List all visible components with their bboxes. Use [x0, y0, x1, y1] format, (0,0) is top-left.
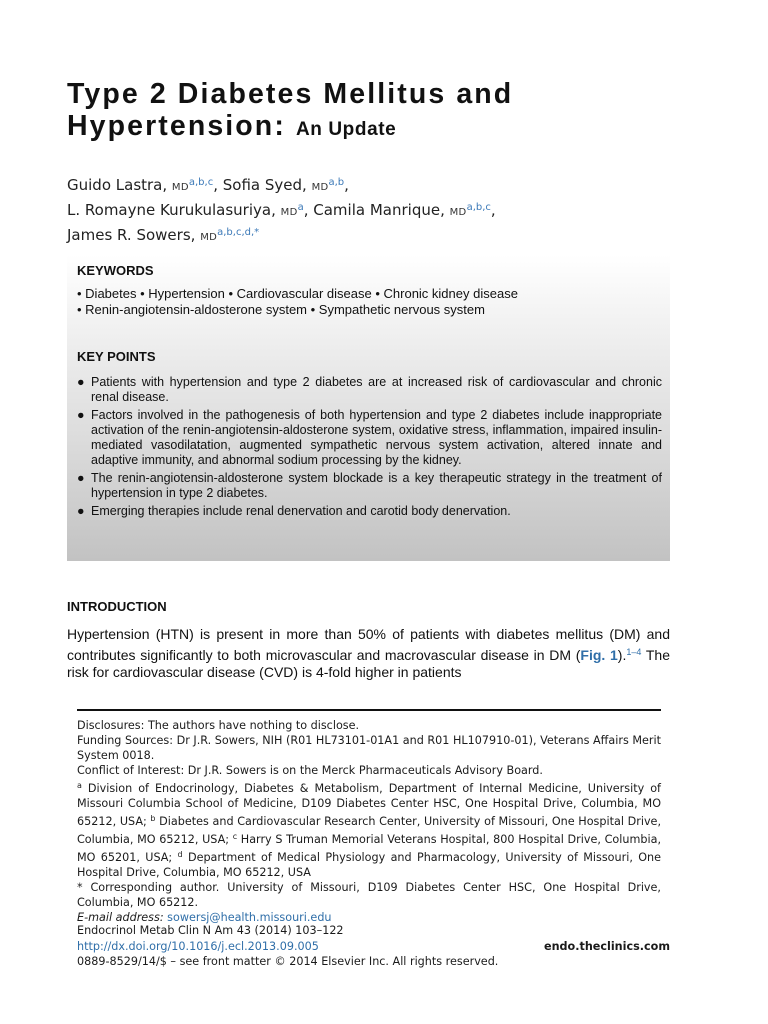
key-points-list — [77, 375, 662, 522]
author-affiliation-link[interactable]: a,b — [328, 177, 345, 188]
keywords-heading: KEYWORDS — [77, 263, 154, 278]
author-affiliation-link[interactable]: a — [297, 202, 304, 213]
author-name: Camila Manrique — [313, 201, 441, 219]
author-name: James R. Sowers — [67, 226, 191, 244]
author-line-2: L. Romayne Kurukulasuriya, $MD^a$, Camila Manrique, MD$^{a,b,c}$, — [67, 201, 496, 219]
title-line-1: Type 2 Diabetes Mellitus and — [67, 78, 514, 110]
bullet-icon: ● — [77, 375, 85, 389]
key-point-item — [77, 471, 662, 501]
author-list — [67, 173, 707, 248]
introduction-heading: INTRODUCTION — [67, 599, 167, 614]
intro-text-part: ). — [617, 646, 627, 663]
affiliation-text: Diabetes and Cardiovascular Research Center, University of Missouri, One Hospital Drive, Columbia, MO 65212, USA; — [77, 815, 661, 846]
key-point-text: The renin-angiotensin-aldosterone system blockade is a key therapeutic strategy in the treatment of hypertension in type 2 diabetes. — [91, 471, 662, 500]
affiliation-mark: d — [177, 850, 183, 859]
copyright-notice: 0889-8529/14/$ – see front matter © 2014 Elsevier Inc. All rights reserved. — [77, 955, 499, 968]
affiliation-mark: a — [77, 781, 82, 790]
introduction-paragraph — [67, 626, 670, 682]
author-affiliation-link[interactable]: a,b,c,d,* — [217, 227, 260, 238]
footnote-divider — [77, 709, 661, 711]
intro-text-part: Hypertension (HTN) is present in more than 50% of patients with diabetes mellitus (DM) and contributes significantly to both microvascular and macrovascular disease in DM ( — [67, 626, 670, 663]
affiliation-mark: c — [232, 832, 238, 841]
author-degree: MD — [200, 232, 218, 243]
key-point-item — [77, 375, 662, 405]
journal-site-link[interactable]: endo.theclinics.com — [543, 939, 670, 953]
key-point-text: Emerging therapies include renal denervation and carotid body denervation. — [91, 504, 511, 518]
citation-link[interactable]: 1–4 — [626, 646, 642, 657]
disclosures-note: Disclosures: The authors have nothing to disclose. — [77, 719, 360, 732]
bullet-icon: ● — [77, 504, 85, 518]
affiliation-text: Harry S Truman Memorial Veterans Hospital, 800 Hospital Drive, Columbia, MO 65201, USA; — [77, 833, 661, 864]
affiliations-note — [77, 778, 661, 880]
author-degree: MD — [311, 182, 329, 193]
journal-citation: Endocrinol Metab Clin N Am 43 (2014) 103–122 — [77, 924, 344, 937]
keywords-line-2: • Renin-angiotensin-aldosterone system • Sympathetic nervous system — [77, 302, 485, 317]
bullet-icon: ● — [77, 471, 85, 485]
key-points-heading: KEY POINTS — [77, 349, 156, 364]
key-point-item — [77, 504, 662, 519]
title-second: Hypertension: — [67, 110, 286, 142]
author-degree: MD — [171, 182, 189, 193]
title-subtitle: An Update — [295, 119, 397, 140]
journal-info — [77, 923, 670, 970]
keywords-line-1: • Diabetes • Hypertension • Cardiovascular disease • Chronic kidney disease — [77, 286, 518, 301]
keywords-keypoints-box — [67, 255, 670, 561]
affiliation-mark: b — [150, 814, 156, 823]
corresponding-author-note: * Corresponding author. University of Missouri, D109 Diabetes Center HSC, One Hospital Drive, Columbia, MO 65212. — [77, 881, 661, 909]
email-link[interactable]: sowersj@health.missouri.edu — [167, 911, 332, 924]
author-name: Guido Lastra — [67, 176, 163, 194]
funding-note: Funding Sources: Dr J.R. Sowers, NIH (R01 HL73101-01A1 and R01 HL107910-01), Veterans Affairs Merit System 0018. — [77, 734, 661, 762]
key-point-item — [77, 408, 662, 468]
footnotes — [77, 718, 661, 925]
affiliation-text: Department of Medical Physiology and Pharmacology, University of Missouri, One Hospital Drive, Columbia, MO 65212, USA — [77, 851, 661, 879]
author-line-1: Guido Lastra, MD$^{a,b,c}$, Sofia Syed, MD$^{a,b}$, — [67, 176, 349, 194]
author-affiliation-link[interactable]: a,b,c — [466, 202, 491, 213]
author-affiliation-link[interactable]: a,b,c — [188, 177, 214, 188]
author-name: L. Romayne Kurukulasuriya — [67, 201, 272, 219]
affiliation-text: Division of Endocrinology, Diabetes & Metabolism, Department of Internal Medicine, University of Missouri Columbia School of Medicine, D109 Diabetes Center HSC, One Hospital Drive, Columbia, MO 65212, USA; — [77, 782, 661, 828]
conflict-note: Conflict of Interest: Dr J.R. Sowers is on the Merck Pharmaceuticals Advisory Board. — [77, 764, 543, 777]
bullet-icon: ● — [77, 408, 85, 422]
key-point-text: Patients with hypertension and type 2 diabetes are at increased risk of cardiovascular and chronic renal disease. — [91, 375, 662, 404]
author-degree: MD — [449, 207, 467, 218]
author-line-3: James R. Sowers, $MD^{a,b,c,d,*}$ — [67, 226, 260, 244]
author-degree: MD — [280, 207, 298, 218]
email-label: E-mail address: — [77, 911, 164, 924]
figure-1-link[interactable]: Fig. 1 — [580, 646, 618, 663]
doi-link[interactable]: http://dx.doi.org/10.1016/j.ecl.2013.09.005 — [77, 939, 319, 953]
title-line-2 — [67, 110, 707, 146]
author-name: Sofia Syed — [222, 176, 303, 194]
key-point-text: Factors involved in the pathogenesis of both hypertension and type 2 diabetes include inappropriate activation of the renin-angiotensin-aldosterone system, oxidative stress, inflammation, impaired insulin-mediated vasodilatation, augmented sympathetic nervous system activation, altered innate and adaptive immunity, and abnormal sodium processing by the kidney. — [91, 408, 662, 467]
article-title — [67, 78, 707, 146]
intro-text-part: The risk for cardiovascular disease (CVD) is 4-fold higher in patients — [67, 646, 670, 680]
